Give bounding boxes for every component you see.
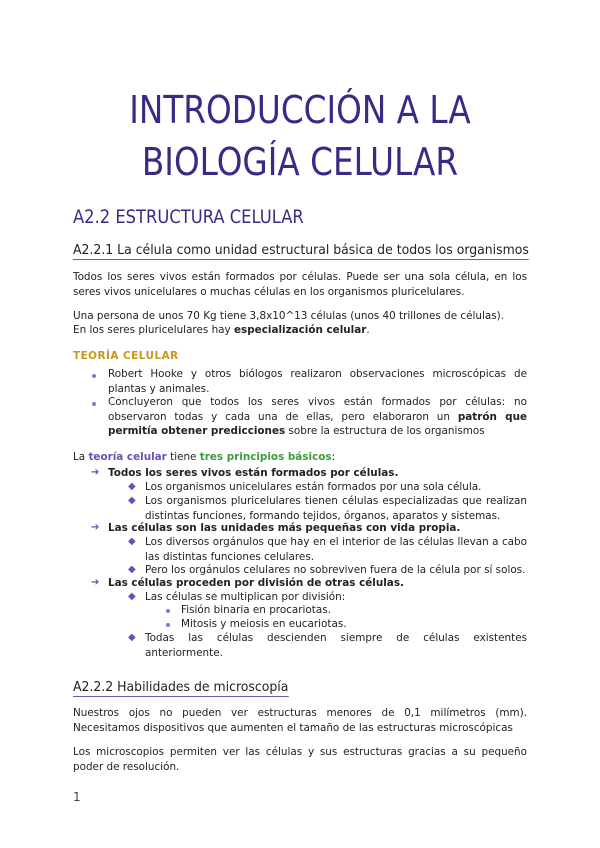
subsection-heading-2-text: A2.2.2 Habilidades de microscopía <box>73 680 289 695</box>
principle-3-b: Todas las células descienden siempre de células existentes anteriormente. <box>145 632 527 659</box>
title-line-2: BIOLOGÍA CELULAR <box>141 140 459 184</box>
arrow-right-icon: ➔ <box>91 522 100 533</box>
dot-bullet-icon <box>92 374 96 378</box>
principle-1-a: Los organismos unicelulares están formados por una sola célula. <box>145 481 482 493</box>
title-line-1: INTRODUCCIÓN A LA <box>129 88 471 132</box>
paragraph-2-line-2 <box>73 323 527 338</box>
intro-post: : <box>331 451 336 463</box>
principle-2-b: Pero los orgánulos celulares no sobreviven fuera de la célula por sí solos. <box>145 564 526 576</box>
paragraph-4: Los microscopios permiten ver las células y sus estructuras gracias a su pequeño poder de resolución. <box>73 746 527 773</box>
bullet2-pre: Concluyeron que todos los seres vivos están formados por células: no observaron todas y cada una de ellas, pero elaboraron un <box>108 396 527 423</box>
principle-1-b: Los organismos pluricelulares tienen células especializadas que realizan distintas funciones, formando tejidos, órganos, aparatos y sistemas. <box>145 495 527 522</box>
para2-bold: especialización celular <box>234 324 367 336</box>
teoria-celular-heading: TEORÍA CELULAR <box>73 350 179 362</box>
diamond-bullet-icon: ◆ <box>128 632 136 643</box>
intro-mid: tiene <box>166 451 200 463</box>
principle-3-a-i: Fisión binaria en procariotas. <box>181 604 331 616</box>
arrow-right-icon: ➔ <box>91 577 100 588</box>
bullet2-post: sobre la estructura de los organismos <box>285 425 485 437</box>
bullet-2 <box>108 395 527 439</box>
para2-post: . <box>366 324 370 336</box>
paragraph-1: Todos los seres vivos están formados por células. Puede ser una sola célula, en los seres vivos unicelulares o muchas células en los organismos pluricelulares. <box>73 271 527 298</box>
page-number: 1 <box>73 790 81 804</box>
dot-bullet-icon <box>166 609 170 613</box>
diamond-bullet-icon: ◆ <box>128 564 136 575</box>
diamond-bullet-icon: ◆ <box>128 591 136 602</box>
arrow-right-icon: ➔ <box>91 467 100 478</box>
intro-pre: La <box>73 451 89 463</box>
principle-3-a: Las células se multiplican por división: <box>145 591 346 603</box>
dot-bullet-icon <box>166 623 170 627</box>
intro-teoria-celular: teoría celular <box>88 451 167 463</box>
diamond-bullet-icon: ◆ <box>128 495 136 506</box>
paragraph-2-line-1: Una persona de unos 70 Kg tiene 3,8x10^13 células (unos 40 trillones de células). <box>73 310 505 322</box>
paragraph-3: Nuestros ojos no pueden ver estructuras menores de 0,1 milímetros (mm). Necesitamos dispositivos que aumenten el tamaño de las estructuras microscópicas <box>73 707 527 734</box>
subsection-heading-1 <box>73 242 529 260</box>
diamond-bullet-icon: ◆ <box>128 481 136 492</box>
subsection-heading-2 <box>73 679 288 697</box>
dot-bullet-icon <box>92 402 96 406</box>
principle-3: Las células proceden por división de otras células. <box>108 577 404 589</box>
principle-2-a: Los diversos orgánulos que hay en el interior de las células llevan a cabo las distintas funciones celulares. <box>145 536 527 563</box>
diamond-bullet-icon: ◆ <box>128 536 136 547</box>
principles-intro <box>73 450 527 465</box>
bullet2-bold: patrón que permitía obtener predicciones <box>108 410 528 437</box>
principle-1: Todos los seres vivos están formados por células. <box>108 467 399 479</box>
principle-2: Las células son las unidades más pequeñas con vida propia. <box>108 522 461 534</box>
para2-pre: En los seres pluricelulares hay <box>73 324 234 336</box>
principle-3-a-ii: Mitosis y meiosis en eucariotas. <box>181 618 347 630</box>
section-heading: A2.2 ESTRUCTURA CELULAR <box>73 206 304 228</box>
subsection-heading-1-text: A2.2.1 La célula como unidad estructural básica de todos los organismos <box>73 243 529 258</box>
bullet-1: Robert Hooke y otros biólogos realizaron observaciones microscópicas de plantas y animales. <box>108 368 527 395</box>
intro-tres-principios: tres principios básicos <box>199 451 332 463</box>
